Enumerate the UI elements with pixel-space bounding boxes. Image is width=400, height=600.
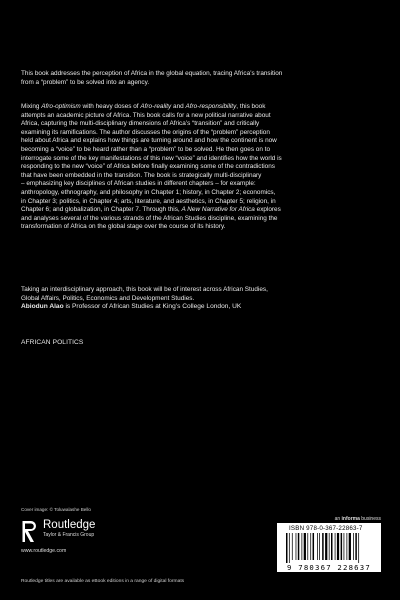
author-bio — [21, 303, 373, 312]
publisher-group: Taylor & Francis Group — [43, 532, 95, 538]
barcode-icon — [285, 533, 373, 563]
publisher-name: Routledge — [43, 519, 96, 531]
cover-image-credit: Cover image: © Toluwalashe Bello — [21, 507, 91, 512]
isbn-number: ISBN 978-0-367-22863-7 — [289, 525, 363, 532]
publisher-url: www.routledge.com — [21, 548, 67, 554]
publisher-logo — [21, 517, 141, 557]
barcode-digits: 9 780367 228637 — [287, 563, 371, 572]
routledge-r-icon — [21, 518, 38, 545]
subject-category: AFRICAN POLITICS — [21, 339, 84, 346]
barcode-panel — [277, 523, 381, 572]
audience-paragraph: Taking an interdisciplinary approach, this book will be of interest across African Studies, Global Affairs, Politics, Economics and Development Studies. — [21, 286, 268, 302]
author-description: is Professor of African Studies at King’s College London, UK — [63, 303, 242, 310]
author-name: Abiodun Alao — [21, 303, 64, 310]
informa-business-label: an informa business — [334, 516, 381, 522]
description-paragraph: Mixing Afro-optimism with heavy doses of Afro-reality and Afro-responsibility, this book attempts an academic picture of Africa. This book calls for a new political narrative about Africa, capturing the multi-disciplinary dimensions of Africa’s “transition” and critically examining its ramifications. The author discusses the origins of the “problem” perception held about Africa and explains how things are turning around and how the continent is now becoming a “voice” to be heard rather than a “problem” to be solved. He then goes on to interrogate some of the key manifestations of this new “voice” and identifies how the world is responding to the new “voice” of Africa before finally examining some of the contradictions that have been embedded in the transition. The book is strategically multi-disciplinary – emphasizing key disciplines of African studies in different chapters – for example: anthropology, ethnography, and philosophy in Chapter 1; history, in Chapter 2; economics, in Chapter 3; politics, in Chapter 4; arts, literature, and aesthetics, in Chapter 5; religion, in Chapter 6; and globalization, in Chapter 7. Through this, A New Narrative for Africa explores and analyses several of the various strands of the African Studies discipline, examining the transformation of Africa on the global stage over the course of its history. — [21, 103, 282, 231]
intro-paragraph: This book addresses the perception of Africa in the global equation, tracing Africa’s transition from a “problem” to be solved into an agency. — [21, 70, 283, 86]
ebook-availability-note: Routledge titles are available as eBook editions in a range of digital formats — [21, 579, 185, 584]
isbn-block — [277, 516, 381, 572]
